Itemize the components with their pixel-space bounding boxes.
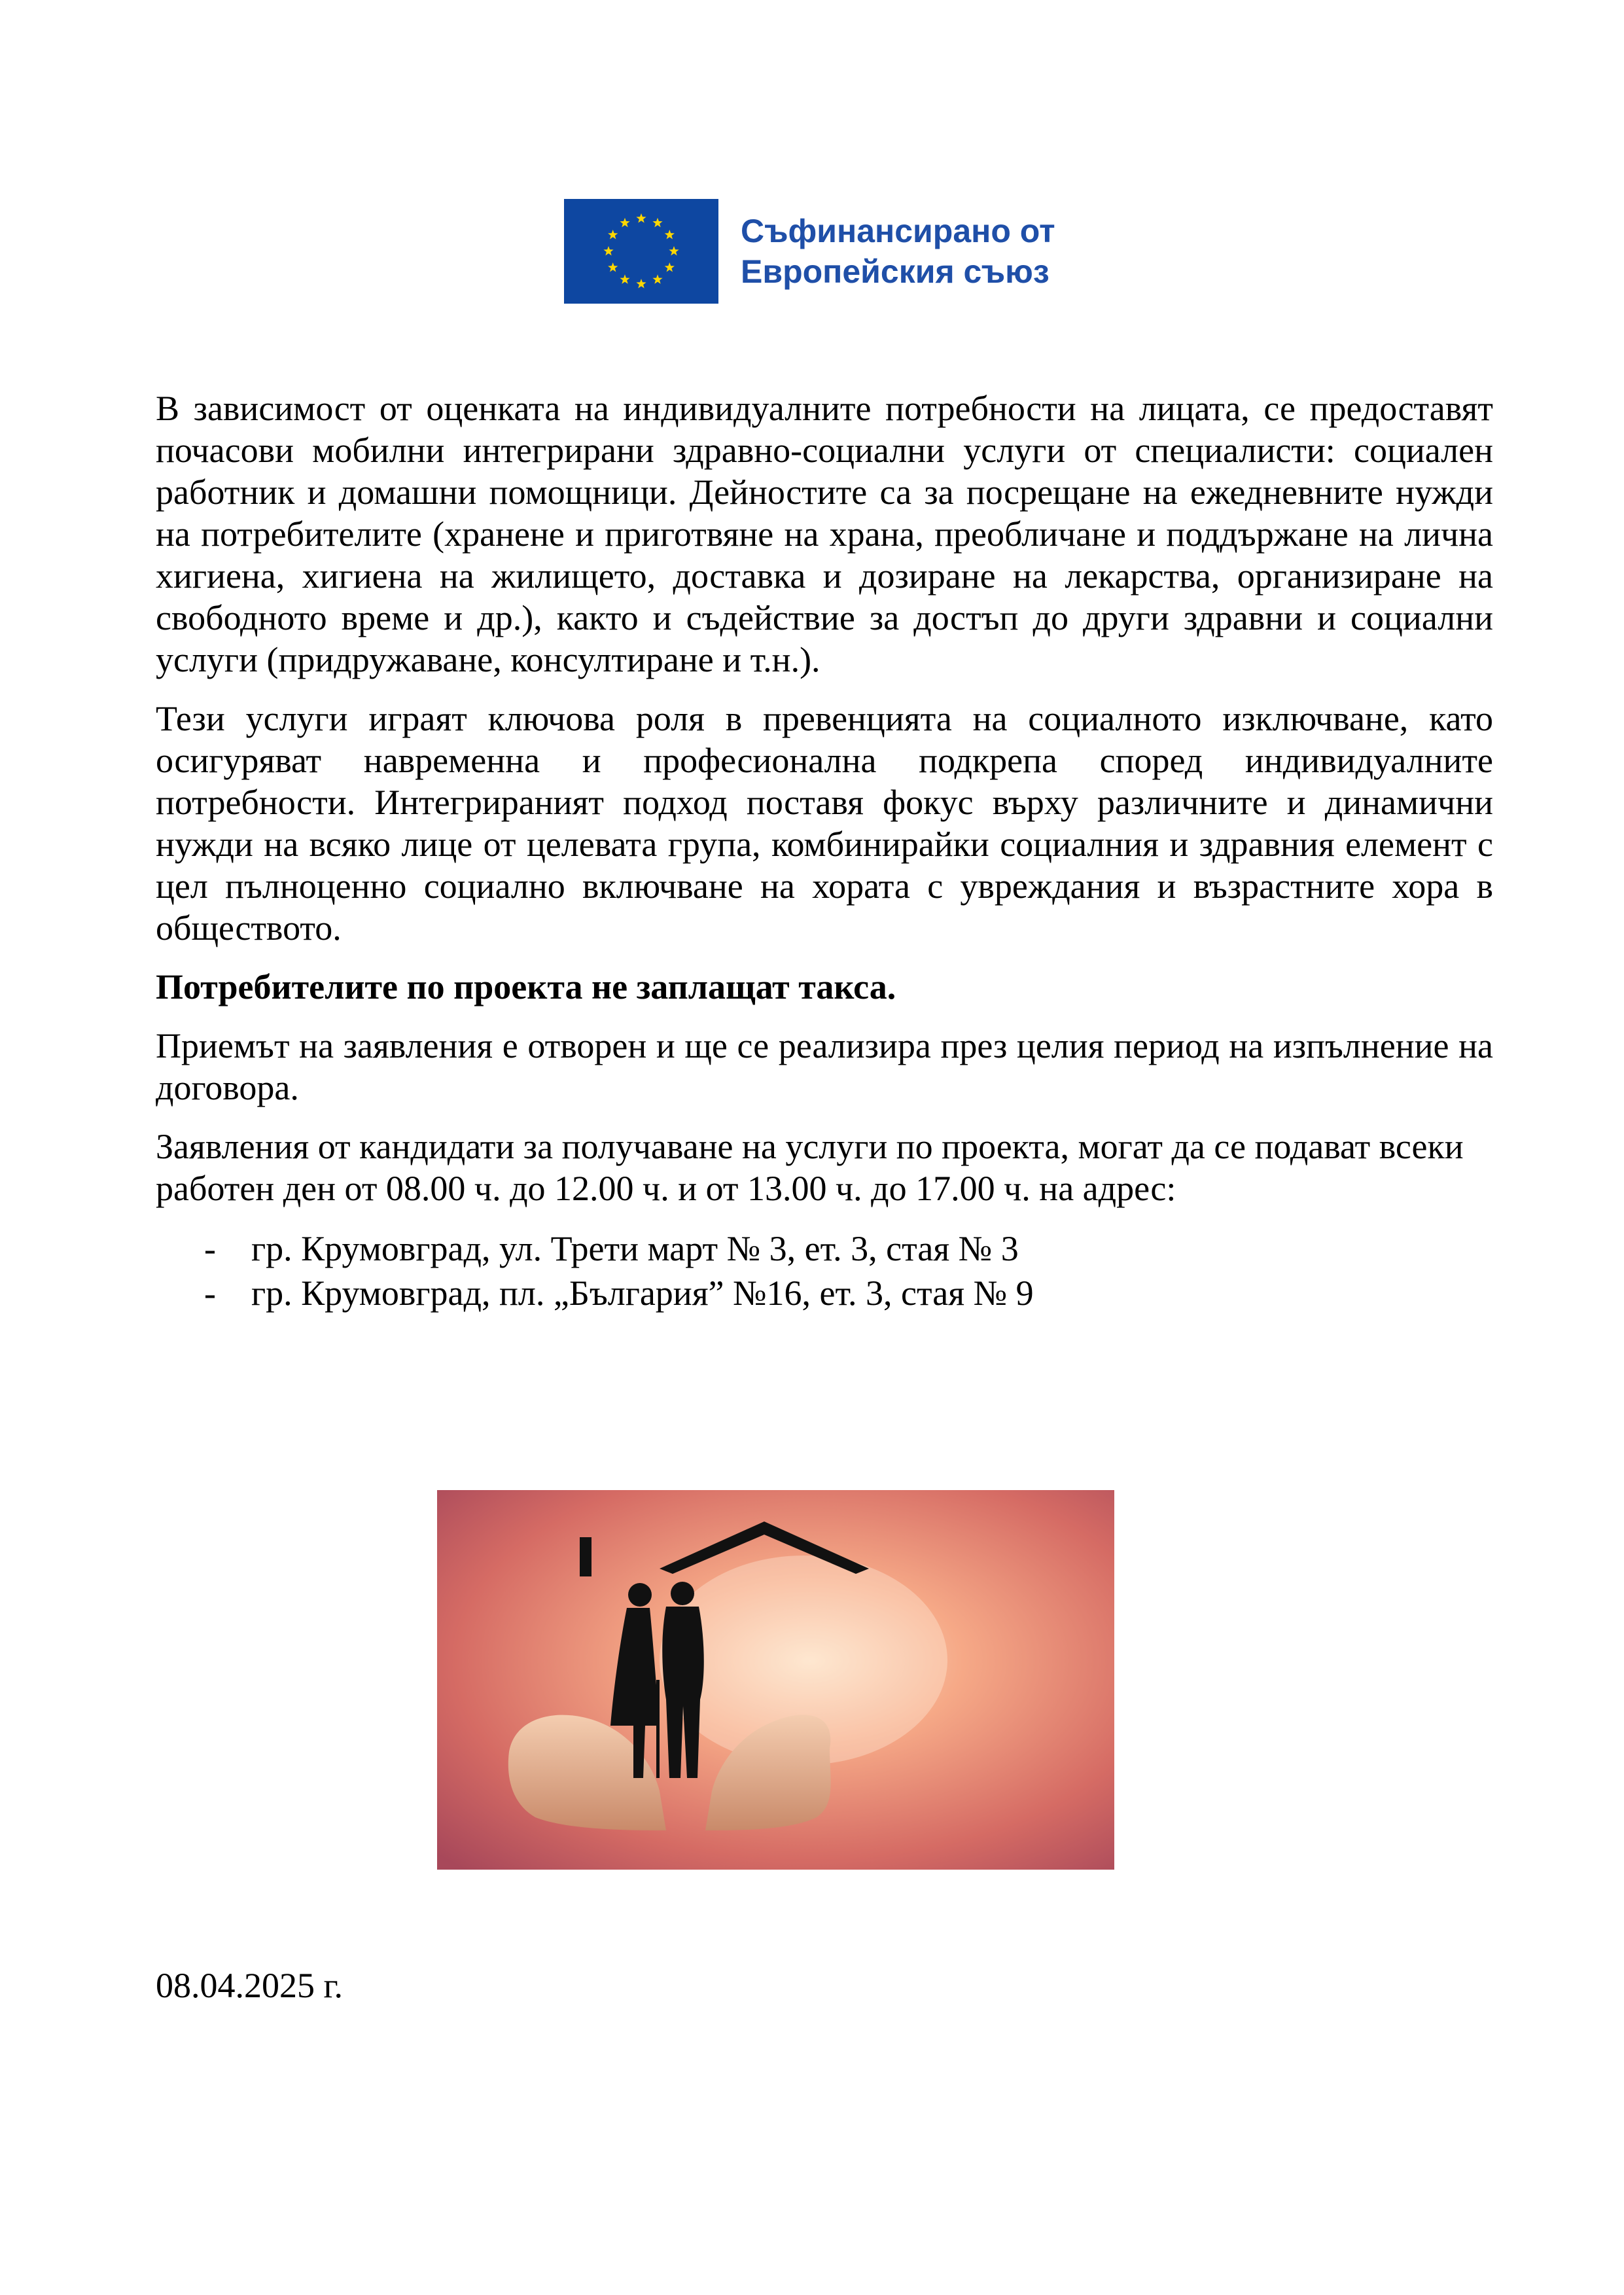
address-list xyxy=(156,1226,1493,1315)
applications-open-paragraph: Приемът на заявления е отворен и ще се реализира през целия период на изпълнение на договора. xyxy=(156,1026,1493,1107)
address-item xyxy=(156,1271,1493,1315)
eu-star-icon xyxy=(636,213,646,223)
application-hours-paragraph: Заявления от кандидати за получаване на услуги по проекта, могат да се подават всеки работен ден от 08.00 ч. до 12.00 ч. и от 13.00 ч. до 17.00 ч. на адрес: xyxy=(156,1127,1464,1208)
eu-cofunding-logo xyxy=(564,199,1055,304)
list-dash: - xyxy=(204,1229,216,1268)
eu-flag-icon xyxy=(564,199,718,304)
cofunding-text xyxy=(741,211,1055,292)
cofunding-line-1: Съфинансирано от xyxy=(741,213,1055,249)
eu-star-icon xyxy=(652,218,662,228)
no-fee-statement: Потребителите по проекта не заплащат такса. xyxy=(156,967,896,1006)
list-dash: - xyxy=(204,1273,216,1313)
eu-star-icon xyxy=(669,246,679,256)
address-text: гр. Крумовград, ул. Трети март № 3, ет. 3, стая № 3 xyxy=(251,1229,1019,1268)
eu-star-icon xyxy=(665,230,675,240)
document-date: 08.04.2025 г. xyxy=(156,1966,344,2005)
eu-star-icon xyxy=(665,262,675,272)
address-item xyxy=(156,1226,1493,1271)
eu-star-icon xyxy=(603,246,613,256)
services-paragraph: В зависимост от оценката на индивидуалните потребности на лицата, се предоставят почасови мобилни интегрирани здравно-социални услуги от специалисти: социален работник и домашни помощници. Дейностите са за посрещане на ежедневните нужди на потребителите (хранене и приготвяне на храна, преобличане и поддържане на лична хигиена, хигиена на жилището, доставка и дозиране на лекарства, организиране на свободното време и др.), както и съдействие за достъп до други здравни и социални услуги (придружаване, консултиране и т.н.). xyxy=(156,389,1493,679)
document-body xyxy=(156,387,1493,1315)
eu-star-icon xyxy=(608,262,618,272)
role-paragraph: Тези услуги играят ключова роля в превенцията на социалното изключване, като осигуряват навременна и професионална подкрепа според индивидуалните потребности. Интегрираният подход поставя фокус върху различните и динамични нужди на всяко лице от целевата група, комбинирайки социалния и здравния елемент с цел пълноценно социално включване на хората с увреждания и възрастните хора в обществото. xyxy=(156,699,1493,948)
elderly-care-illustration xyxy=(437,1490,1114,1870)
eu-star-icon xyxy=(620,218,629,228)
cofunding-line-2: Европейския съюз xyxy=(741,253,1050,290)
eu-star-icon xyxy=(652,274,662,284)
eu-star-icon xyxy=(620,274,629,284)
eu-star-icon xyxy=(636,279,646,289)
address-text: гр. Крумовград, пл. „България” №16, ет. 3, стая № 9 xyxy=(251,1273,1034,1313)
eu-star-icon xyxy=(608,230,618,240)
